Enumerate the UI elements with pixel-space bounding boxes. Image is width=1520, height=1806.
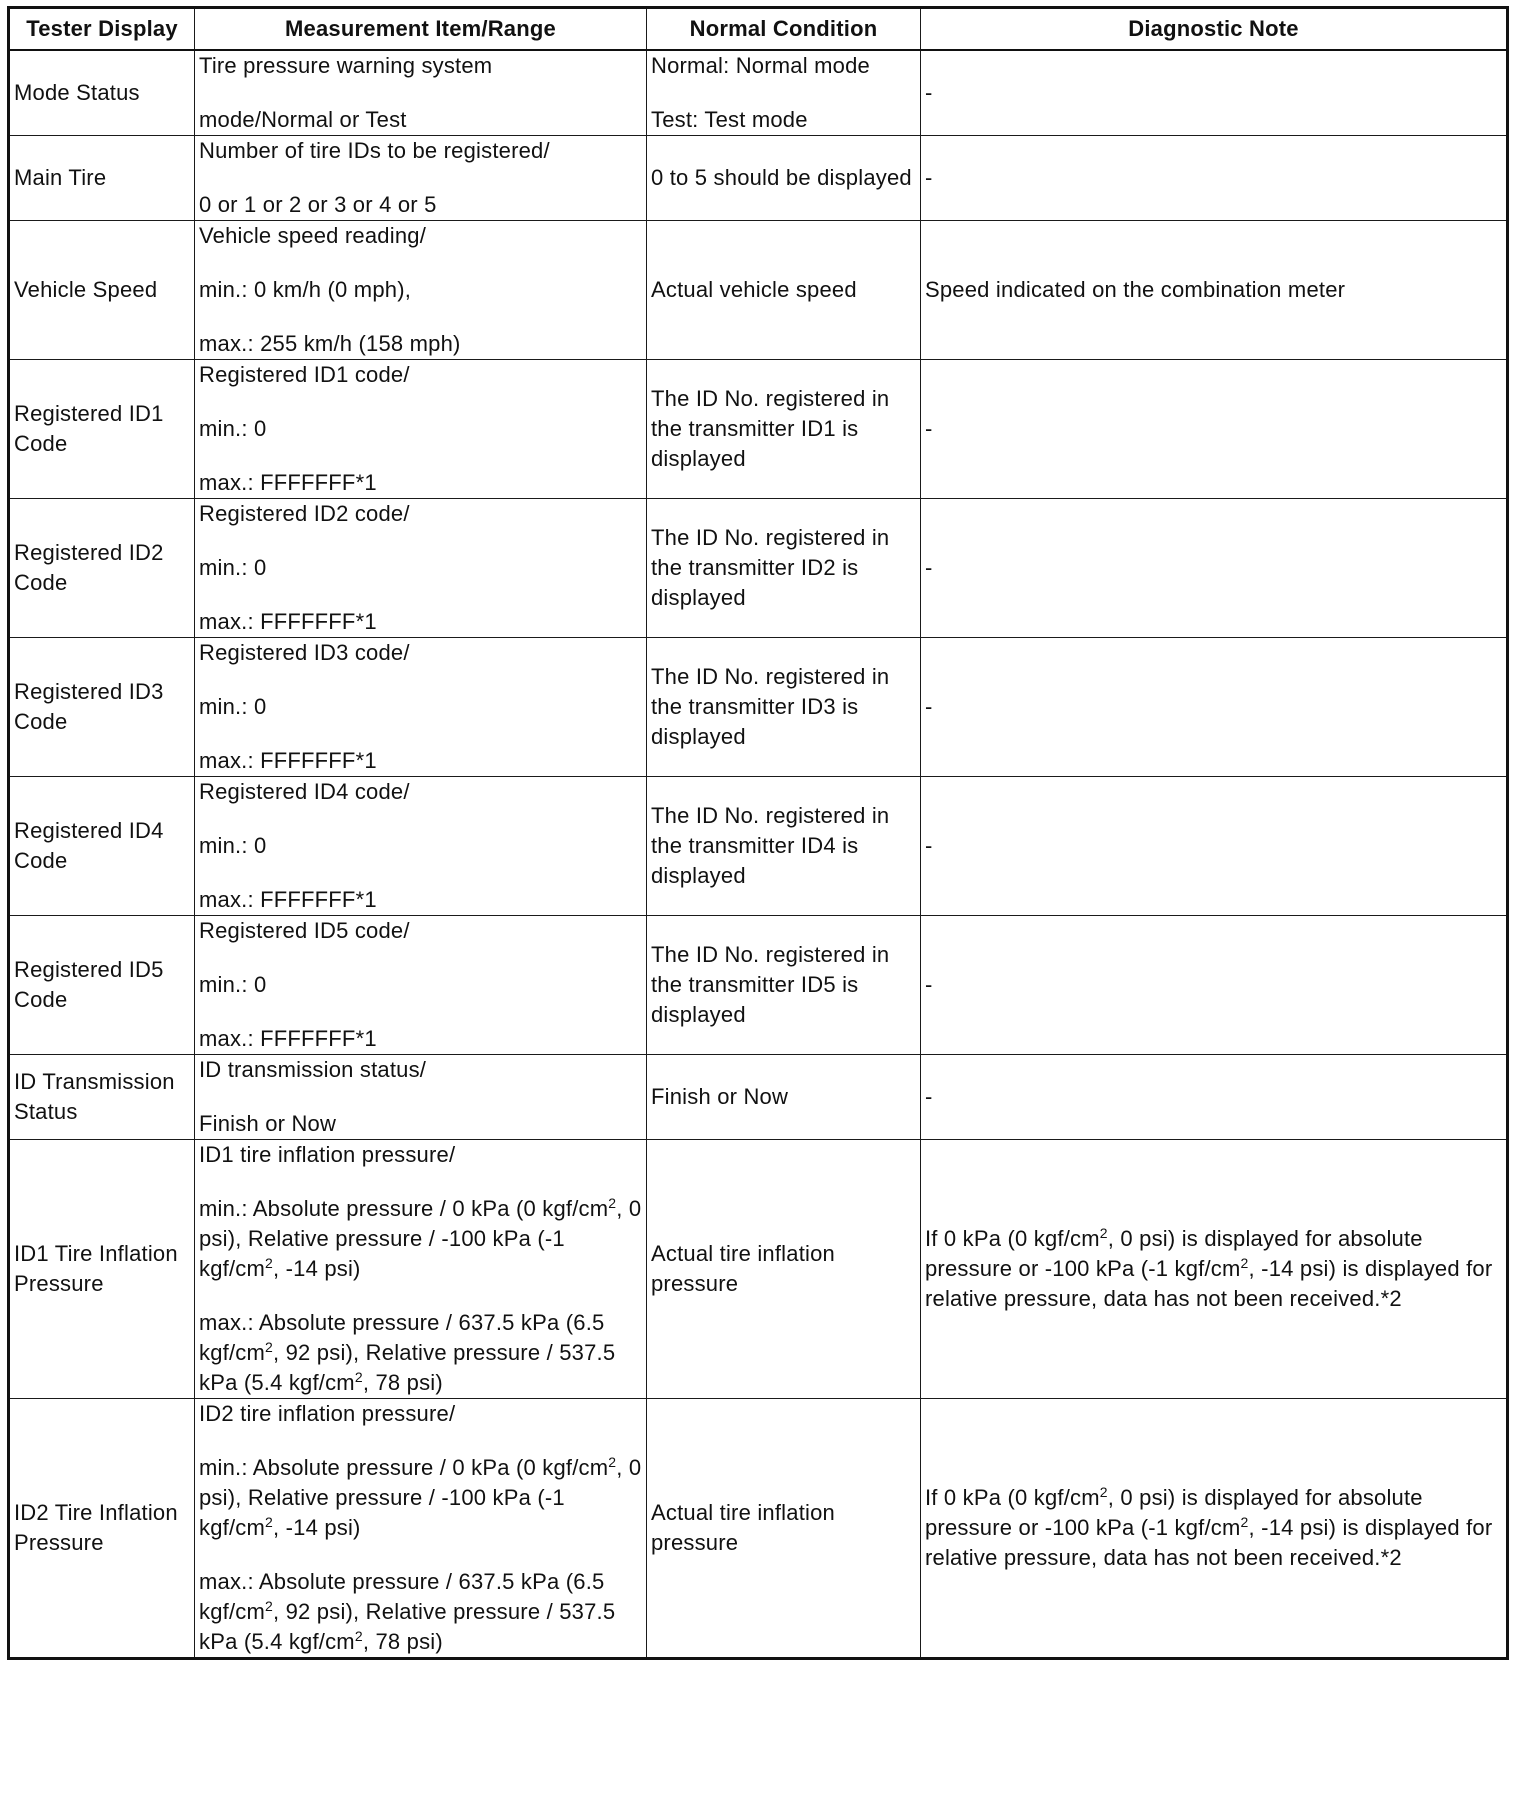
range-line: max.: Absolute pressure / 637.5 kPa (6.5 kgf/$cm^2$, 92 psi), Relative pressure / 537.5 kPa (5.4 kgf/$cm^2$, 78 psi) — [199, 1310, 616, 1395]
cell-tester-display: ID Transmission Status — [9, 1055, 195, 1140]
normal-line: Finish or Now — [651, 1084, 789, 1109]
normal-line: The ID No. registered in the transmitter ID3 is displayed — [651, 664, 890, 749]
range-line: Registered ID3 code/ — [199, 640, 410, 665]
range-line: max.: FFFFFFF*1 — [199, 1026, 377, 1051]
paragraph-gap — [199, 1085, 642, 1109]
normal-line: The ID No. registered in the transmitter ID2 is displayed — [651, 525, 890, 610]
range-line: min.: Absolute pressure / 0 kPa (0 kgf/$cm^2$, 0 psi), Relative pressure / -100 kPa (-1 kgf/$cm^2$, -14 psi) — [199, 1454, 642, 1540]
cell-measurement-range — [195, 1399, 647, 1659]
cell-normal-condition — [647, 916, 921, 1055]
cell-diagnostic-note: - — [921, 638, 1508, 777]
paragraph-gap — [199, 390, 642, 414]
paragraph-gap — [199, 444, 642, 468]
range-line: Registered ID1 code/ — [199, 362, 410, 387]
paragraph-gap — [199, 305, 642, 329]
paragraph-gap — [199, 583, 642, 607]
normal-line: The ID No. registered in the transmitter ID4 is displayed — [651, 803, 890, 888]
range-line: min.: Absolute pressure / 0 kPa (0 kgf/$cm^2$, 0 psi), Relative pressure / -100 kPa (-1 kgf/$cm^2$, -14 psi) — [199, 1195, 642, 1281]
cell-measurement-range — [195, 499, 647, 638]
header-normal-condition: Normal Condition — [647, 8, 921, 51]
paragraph-gap — [199, 668, 642, 692]
table-row — [9, 777, 1508, 916]
normal-line: 0 to 5 should be displayed — [651, 165, 912, 190]
range-line: Registered ID4 code/ — [199, 779, 410, 804]
cell-diagnostic-note: If 0 kPa (0 kgf/$cm^2$, 0 psi) is displayed for absolute pressure or -100 kPa (-1 kgf/$cm^2$, -14 psi) is displayed for relative pressure, data has not been received.*2 — [921, 1140, 1508, 1399]
range-line: Registered ID2 code/ — [199, 501, 410, 526]
table-body — [9, 50, 1508, 1659]
cell-diagnostic-note: - — [921, 1055, 1508, 1140]
range-line: ID transmission status/ — [199, 1057, 427, 1082]
normal-line: Test: Test mode — [651, 107, 808, 132]
range-line: Finish or Now — [199, 1111, 337, 1136]
table-row — [9, 1140, 1508, 1399]
cell-normal-condition — [647, 638, 921, 777]
table-row — [9, 360, 1508, 499]
cell-diagnostic-note: - — [921, 499, 1508, 638]
cell-measurement-range — [195, 777, 647, 916]
range-line: Number of tire IDs to be registered/ — [199, 138, 550, 163]
table-row — [9, 221, 1508, 360]
cell-diagnostic-note: If 0 kPa (0 kgf/$cm^2$, 0 psi) is displayed for absolute pressure or -100 kPa (-1 kgf/$cm^2$, -14 psi) is displayed for relative pressure, data has not been received.*2 — [921, 1399, 1508, 1659]
cell-measurement-range — [195, 1140, 647, 1399]
cell-normal-condition — [647, 136, 921, 221]
cell-normal-condition — [647, 1399, 921, 1659]
paragraph-gap — [199, 1000, 642, 1024]
paragraph-gap — [199, 1543, 642, 1567]
range-line: min.: 0 — [199, 972, 267, 997]
cell-measurement-range — [195, 221, 647, 360]
range-line: min.: 0 km/h (0 mph), — [199, 277, 412, 302]
range-line: ID1 tire inflation pressure/ — [199, 1142, 456, 1167]
document-page — [7, 6, 1509, 1660]
range-line: Registered ID5 code/ — [199, 918, 410, 943]
cell-tester-display: Registered ID2 Code — [9, 499, 195, 638]
range-line: max.: FFFFFFF*1 — [199, 887, 377, 912]
cell-diagnostic-note: - — [921, 50, 1508, 136]
range-line: max.: Absolute pressure / 637.5 kPa (6.5 kgf/$cm^2$, 92 psi), Relative pressure / 537.5 kPa (5.4 kgf/$cm^2$, 78 psi) — [199, 1569, 616, 1654]
range-line: ID2 tire inflation pressure/ — [199, 1401, 456, 1426]
cell-diagnostic-note: - — [921, 136, 1508, 221]
range-line: mode/Normal or Test — [199, 107, 407, 132]
cell-measurement-range — [195, 638, 647, 777]
normal-line: Normal: Normal mode — [651, 53, 870, 78]
cell-diagnostic-note: - — [921, 777, 1508, 916]
table-row — [9, 1055, 1508, 1140]
normal-line: The ID No. registered in the transmitter ID5 is displayed — [651, 942, 890, 1027]
range-line: Tire pressure warning system — [199, 53, 493, 78]
range-line: max.: FFFFFFF*1 — [199, 609, 377, 634]
table-header-row — [9, 8, 1508, 51]
range-line: min.: 0 — [199, 833, 267, 858]
cell-tester-display: Mode Status — [9, 50, 195, 136]
cell-tester-display: ID1 Tire Inflation Pressure — [9, 1140, 195, 1399]
paragraph-gap — [651, 81, 916, 105]
range-line: min.: 0 — [199, 555, 267, 580]
table-row — [9, 50, 1508, 136]
cell-tester-display: Vehicle Speed — [9, 221, 195, 360]
paragraph-gap — [199, 861, 642, 885]
range-line: min.: 0 — [199, 416, 267, 441]
range-line: max.: 255 km/h (158 mph) — [199, 331, 461, 356]
paragraph-gap — [199, 946, 642, 970]
header-measurement-range: Measurement Item/Range — [195, 8, 647, 51]
normal-line: The ID No. registered in the transmitter ID1 is displayed — [651, 386, 890, 471]
cell-tester-display: ID2 Tire Inflation Pressure — [9, 1399, 195, 1659]
normal-line: Actual tire inflation pressure — [651, 1241, 835, 1296]
cell-normal-condition — [647, 221, 921, 360]
cell-measurement-range — [195, 360, 647, 499]
cell-measurement-range — [195, 50, 647, 136]
paragraph-gap — [199, 1429, 642, 1453]
paragraph-gap — [199, 529, 642, 553]
cell-tester-display: Main Tire — [9, 136, 195, 221]
range-line: max.: FFFFFFF*1 — [199, 748, 377, 773]
table-row — [9, 1399, 1508, 1659]
table-row — [9, 638, 1508, 777]
paragraph-gap — [199, 166, 642, 190]
range-line: 0 or 1 or 2 or 3 or 4 or 5 — [199, 192, 437, 217]
normal-line: Actual vehicle speed — [651, 277, 857, 302]
normal-line: Actual tire inflation pressure — [651, 1500, 835, 1555]
header-tester-display: Tester Display — [9, 8, 195, 51]
cell-normal-condition — [647, 777, 921, 916]
cell-diagnostic-note: Speed indicated on the combination meter — [921, 221, 1508, 360]
range-line: Vehicle speed reading/ — [199, 223, 427, 248]
cell-tester-display: Registered ID1 Code — [9, 360, 195, 499]
cell-normal-condition — [647, 1055, 921, 1140]
paragraph-gap — [199, 1284, 642, 1308]
cell-measurement-range — [195, 136, 647, 221]
cell-measurement-range — [195, 916, 647, 1055]
cell-normal-condition — [647, 360, 921, 499]
cell-tester-display: Registered ID3 Code — [9, 638, 195, 777]
cell-normal-condition — [647, 1140, 921, 1399]
range-line: max.: FFFFFFF*1 — [199, 470, 377, 495]
paragraph-gap — [199, 807, 642, 831]
header-diagnostic-note: Diagnostic Note — [921, 8, 1508, 51]
paragraph-gap — [199, 722, 642, 746]
paragraph-gap — [199, 81, 642, 105]
cell-tester-display: Registered ID5 Code — [9, 916, 195, 1055]
cell-normal-condition — [647, 50, 921, 136]
cell-tester-display: Registered ID4 Code — [9, 777, 195, 916]
range-line: min.: 0 — [199, 694, 267, 719]
cell-measurement-range — [195, 1055, 647, 1140]
cell-diagnostic-note: - — [921, 916, 1508, 1055]
paragraph-gap — [199, 1170, 642, 1194]
data-list-table — [7, 6, 1509, 1660]
paragraph-gap — [199, 251, 642, 275]
table-row — [9, 499, 1508, 638]
table-row — [9, 136, 1508, 221]
cell-normal-condition — [647, 499, 921, 638]
cell-diagnostic-note: - — [921, 360, 1508, 499]
table-row — [9, 916, 1508, 1055]
